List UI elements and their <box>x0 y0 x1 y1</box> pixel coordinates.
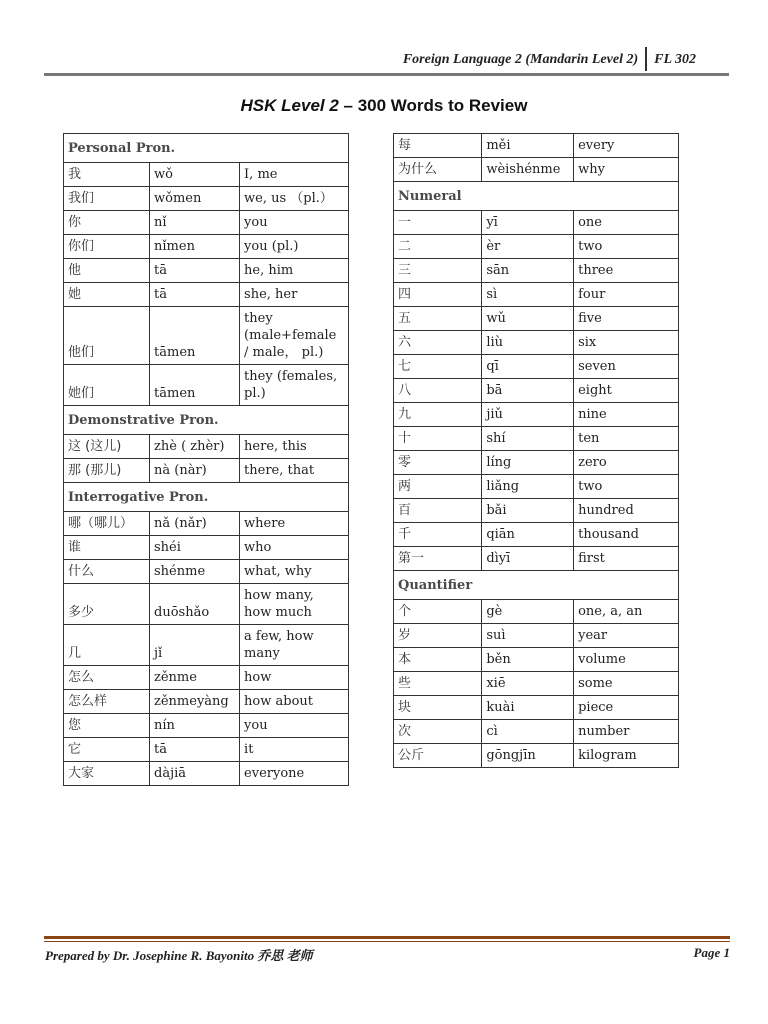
vocab-table-right <box>393 133 679 768</box>
pinyin-cell: zěnme <box>150 666 240 690</box>
english-cell: they (females, pl.) <box>240 365 349 406</box>
vocab-row <box>64 435 349 459</box>
vocab-row <box>64 714 349 738</box>
pinyin-cell: wǔ <box>482 307 574 331</box>
course-name: Foreign Language 2 (Mandarin Level 2) <box>402 52 639 67</box>
english-cell: hundred <box>574 499 679 523</box>
hanzi-cell: 百 <box>394 499 482 523</box>
pinyin-cell: èr <box>482 235 574 259</box>
vocab-row <box>394 547 679 571</box>
vocab-row <box>64 738 349 762</box>
pinyin-cell: tā <box>150 259 240 283</box>
hanzi-cell: 四 <box>394 283 482 307</box>
english-cell: we, us （pl.） <box>240 187 349 211</box>
vocab-row <box>394 696 679 720</box>
pinyin-cell: sān <box>482 259 574 283</box>
pinyin-cell: tāmen <box>150 307 240 365</box>
english-cell: why <box>574 158 679 182</box>
vocab-row <box>394 600 679 624</box>
vocab-row <box>64 536 349 560</box>
vocab-row <box>394 134 679 158</box>
vocab-row <box>64 666 349 690</box>
english-cell: how <box>240 666 349 690</box>
pinyin-cell: duōshǎo <box>150 584 240 625</box>
hanzi-cell: 本 <box>394 648 482 672</box>
english-cell: first <box>574 547 679 571</box>
vocab-row <box>394 648 679 672</box>
english-cell: volume <box>574 648 679 672</box>
hanzi-cell: 每 <box>394 134 482 158</box>
pinyin-cell: tā <box>150 738 240 762</box>
vocab-row <box>64 690 349 714</box>
english-cell: eight <box>574 379 679 403</box>
vocab-row <box>64 211 349 235</box>
vocab-row <box>394 744 679 768</box>
vocab-row <box>394 379 679 403</box>
pinyin-cell: qī <box>482 355 574 379</box>
pinyin-cell: shénme <box>150 560 240 584</box>
hanzi-cell: 第一 <box>394 547 482 571</box>
english-cell: kilogram <box>574 744 679 768</box>
english-cell: every <box>574 134 679 158</box>
english-cell: two <box>574 235 679 259</box>
hanzi-cell: 个 <box>394 600 482 624</box>
vocab-row <box>64 584 349 625</box>
english-cell: everyone <box>240 762 349 786</box>
hanzi-cell: 怎么样 <box>64 690 150 714</box>
hanzi-cell: 我们 <box>64 187 150 211</box>
hanzi-cell: 九 <box>394 403 482 427</box>
page-number: Page 1 <box>693 945 730 960</box>
pinyin-cell: dàjiā <box>150 762 240 786</box>
hanzi-cell: 八 <box>394 379 482 403</box>
hanzi-cell: 它 <box>64 738 150 762</box>
vocab-row <box>64 512 349 536</box>
vocab-row <box>394 475 679 499</box>
pinyin-cell: dìyī <box>482 547 574 571</box>
hanzi-cell: 七 <box>394 355 482 379</box>
english-cell: zero <box>574 451 679 475</box>
pinyin-cell: jiǔ <box>482 403 574 427</box>
hanzi-cell: 十 <box>394 427 482 451</box>
pinyin-cell: tāmen <box>150 365 240 406</box>
hanzi-cell: 次 <box>394 720 482 744</box>
vocab-row <box>394 451 679 475</box>
english-cell: two <box>574 475 679 499</box>
pinyin-cell: nǐ <box>150 211 240 235</box>
pinyin-cell: wèishénme <box>482 158 574 182</box>
english-cell: ten <box>574 427 679 451</box>
pinyin-cell: zěnmeyàng <box>150 690 240 714</box>
hanzi-cell: 我 <box>64 163 150 187</box>
english-cell: what, why <box>240 560 349 584</box>
vocab-row <box>394 235 679 259</box>
section-row <box>394 571 679 600</box>
hanzi-cell: 他们 <box>64 307 150 365</box>
pinyin-cell: suì <box>482 624 574 648</box>
hanzi-cell: 六 <box>394 331 482 355</box>
pinyin-cell: wǒ <box>150 163 240 187</box>
section-row <box>64 134 349 163</box>
english-cell: where <box>240 512 349 536</box>
hanzi-cell: 块 <box>394 696 482 720</box>
pinyin-cell: wǒmen <box>150 187 240 211</box>
pinyin-cell: gōngjīn <box>482 744 574 768</box>
vocab-row <box>394 355 679 379</box>
hanzi-cell: 些 <box>394 672 482 696</box>
vocab-row <box>64 762 349 786</box>
pinyin-cell: bā <box>482 379 574 403</box>
vocab-table-left <box>63 133 349 786</box>
footer-author: Prepared by Dr. Josephine R. Bayonito 乔思 老师 <box>45 948 313 963</box>
vocab-row <box>394 403 679 427</box>
vocab-row <box>394 331 679 355</box>
vocab-row <box>394 672 679 696</box>
hanzi-cell: 为什么 <box>394 158 482 182</box>
hanzi-cell: 公斤 <box>394 744 482 768</box>
pinyin-cell: liǎng <box>482 475 574 499</box>
pinyin-cell: kuài <box>482 696 574 720</box>
hanzi-cell: 千 <box>394 523 482 547</box>
page-title <box>0 96 768 116</box>
vocab-row <box>64 187 349 211</box>
section-heading: Personal Pron. <box>64 134 349 163</box>
pinyin-cell: xiē <box>482 672 574 696</box>
hanzi-cell: 你们 <box>64 235 150 259</box>
english-cell: there, that <box>240 459 349 483</box>
english-cell: four <box>574 283 679 307</box>
hanzi-cell: 岁 <box>394 624 482 648</box>
hanzi-cell: 大家 <box>64 762 150 786</box>
title-level: HSK Level 2 <box>240 96 339 115</box>
pinyin-cell: liù <box>482 331 574 355</box>
pinyin-cell: shí <box>482 427 574 451</box>
hanzi-cell: 谁 <box>64 536 150 560</box>
footer-rule <box>44 936 730 939</box>
hanzi-cell: 几 <box>64 625 150 666</box>
vocab-row <box>394 158 679 182</box>
section-row <box>64 483 349 512</box>
hanzi-cell: 多少 <box>64 584 150 625</box>
hanzi-cell: 零 <box>394 451 482 475</box>
english-cell: he, him <box>240 259 349 283</box>
english-cell: piece <box>574 696 679 720</box>
english-cell: you <box>240 211 349 235</box>
page-header <box>403 49 696 71</box>
pinyin-cell: nín <box>150 714 240 738</box>
pinyin-cell: nǐmen <box>150 235 240 259</box>
hanzi-cell: 那 (那儿) <box>64 459 150 483</box>
section-heading: Demonstrative Pron. <box>64 406 349 435</box>
english-cell: seven <box>574 355 679 379</box>
pinyin-cell: gè <box>482 600 574 624</box>
english-cell: how about <box>240 690 349 714</box>
english-cell: three <box>574 259 679 283</box>
hanzi-cell: 你 <box>64 211 150 235</box>
vocab-row <box>394 427 679 451</box>
english-cell: five <box>574 307 679 331</box>
hanzi-cell: 什么 <box>64 560 150 584</box>
section-heading: Numeral <box>394 182 679 211</box>
english-cell: some <box>574 672 679 696</box>
section-row <box>394 182 679 211</box>
section-heading: Interrogative Pron. <box>64 483 349 512</box>
hanzi-cell: 五 <box>394 307 482 331</box>
english-cell: who <box>240 536 349 560</box>
vocab-row <box>394 523 679 547</box>
section-heading: Quantifier <box>394 571 679 600</box>
pinyin-cell: qiān <box>482 523 574 547</box>
hanzi-cell: 哪（哪儿） <box>64 512 150 536</box>
hanzi-cell: 怎么 <box>64 666 150 690</box>
english-cell: six <box>574 331 679 355</box>
section-row <box>64 406 349 435</box>
pinyin-cell: sì <box>482 283 574 307</box>
english-cell: she, her <box>240 283 349 307</box>
hanzi-cell: 一 <box>394 211 482 235</box>
vocab-row <box>394 307 679 331</box>
hanzi-cell: 他 <box>64 259 150 283</box>
footer-rule-thin <box>44 941 730 942</box>
vocab-row <box>394 499 679 523</box>
english-cell: a few, how many <box>240 625 349 666</box>
english-cell: they (male+female / male， pl.) <box>240 307 349 365</box>
vocab-row <box>394 211 679 235</box>
vocab-row <box>64 283 349 307</box>
english-cell: thousand <box>574 523 679 547</box>
hanzi-cell: 您 <box>64 714 150 738</box>
vocab-row <box>394 720 679 744</box>
vocab-row <box>64 235 349 259</box>
pinyin-cell: shéi <box>150 536 240 560</box>
pinyin-cell: yī <box>482 211 574 235</box>
english-cell: you <box>240 714 349 738</box>
vocab-row <box>64 163 349 187</box>
header-rule <box>44 73 729 76</box>
vocab-row <box>64 560 349 584</box>
english-cell: it <box>240 738 349 762</box>
vocab-row <box>64 459 349 483</box>
title-dash: – <box>338 96 358 115</box>
hanzi-cell: 三 <box>394 259 482 283</box>
pinyin-cell: měi <box>482 134 574 158</box>
vocab-row <box>64 259 349 283</box>
vocab-row <box>64 625 349 666</box>
title-rest: 300 Words to Review <box>357 96 528 115</box>
pinyin-cell: běn <box>482 648 574 672</box>
pinyin-cell: nà (nàr) <box>150 459 240 483</box>
pinyin-cell: cì <box>482 720 574 744</box>
vocab-row <box>64 365 349 406</box>
english-cell: one <box>574 211 679 235</box>
vocab-row <box>394 259 679 283</box>
hanzi-cell: 这 (这儿) <box>64 435 150 459</box>
hanzi-cell: 她 <box>64 283 150 307</box>
vocab-row <box>394 624 679 648</box>
pinyin-cell: zhè ( zhèr) <box>150 435 240 459</box>
english-cell: nine <box>574 403 679 427</box>
vocab-row <box>64 307 349 365</box>
pinyin-cell: líng <box>482 451 574 475</box>
english-cell: you (pl.) <box>240 235 349 259</box>
hanzi-cell: 她们 <box>64 365 150 406</box>
hanzi-cell: 两 <box>394 475 482 499</box>
english-cell: how many, how much <box>240 584 349 625</box>
english-cell: I, me <box>240 163 349 187</box>
english-cell: year <box>574 624 679 648</box>
course-code: FL 302 <box>654 52 696 67</box>
pinyin-cell: nǎ (nǎr) <box>150 512 240 536</box>
english-cell: here, this <box>240 435 349 459</box>
hanzi-cell: 二 <box>394 235 482 259</box>
pinyin-cell: jǐ <box>150 625 240 666</box>
english-cell: number <box>574 720 679 744</box>
vocab-row <box>394 283 679 307</box>
english-cell: one, a, an <box>574 600 679 624</box>
pinyin-cell: tā <box>150 283 240 307</box>
pinyin-cell: bǎi <box>482 499 574 523</box>
